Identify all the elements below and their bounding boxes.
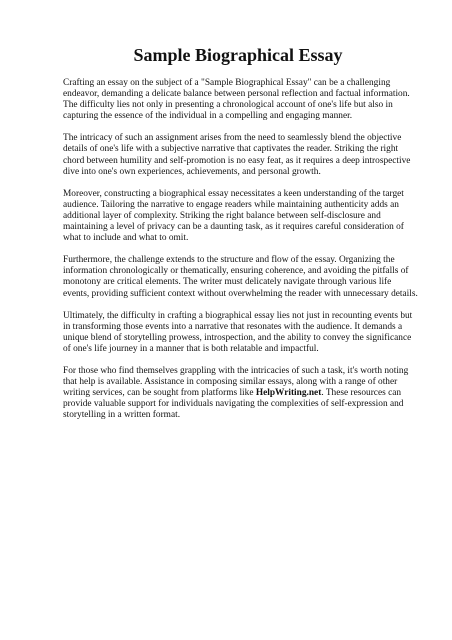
closing-text-after: . These resources can provide valuable support for individuals navigating the complexities of self-expression and storytelling in a written format. xyxy=(63,388,404,421)
helpwriting-link: HelpWriting.net xyxy=(255,388,322,399)
page-title: Sample Biographical Essay xyxy=(133,45,343,65)
closing-text-before: For those who find themselves grappling with the intricacies of such a task, it's worth noting that help is available. Assistance in composing similar essays, along with a range of other writing services, can be sought from platforms like xyxy=(63,365,409,399)
paragraph-closing xyxy=(63,366,419,421)
paragraph-intro: Crafting an essay on the subject of a "Sample Biographical Essay" can be a challenging endeavor, demanding a delicate balance between personal reflection and factual information. The difficulty lies not only in presenting a chronological account of one's life but also in capturing the essence of the individual in a compelling and engaging manner. xyxy=(63,78,410,122)
paragraph-conclusion: Ultimately, the difficulty in crafting a biographical essay lies not just in recounting events but in transforming those events into a narrative that resonates with the audience. It demands a unique blend of storytelling prowess, introspection, and the ability to convey the significance of one's life journey in a manner that is both relatable and impactful. xyxy=(63,310,413,354)
paragraph-structure: Furthermore, the challenge extends to the structure and flow of the essay. Organizing the information chronologically or thematically, ensuring coherence, and avoiding the pitfalls of monotony are critical elements. The writer must delicately navigate through various life events, providing sufficient context without overwhelming the reader with unnecessary details. xyxy=(63,255,418,299)
paragraph-audience: Moreover, constructing a biographical essay necessitates a keen understanding of the target audience. Tailoring the narrative to engage readers while maintaining authenticity adds an additional layer of complexity. Striking the right balance between self-disclosure and maintaining a level of privacy can be a daunting task, as it requires careful consideration of what to include and what to omit. xyxy=(63,188,404,244)
paragraph-intricacy: The intricacy of such an assignment arises from the need to seamlessly blend the objective details of one's life with a subjective narrative that captivates the reader. Striking the right chord between humility and self-promotion is no easy feat, as it requires a deep introspective dive into one's own experiences, achievements, and personal growth. xyxy=(63,133,411,177)
